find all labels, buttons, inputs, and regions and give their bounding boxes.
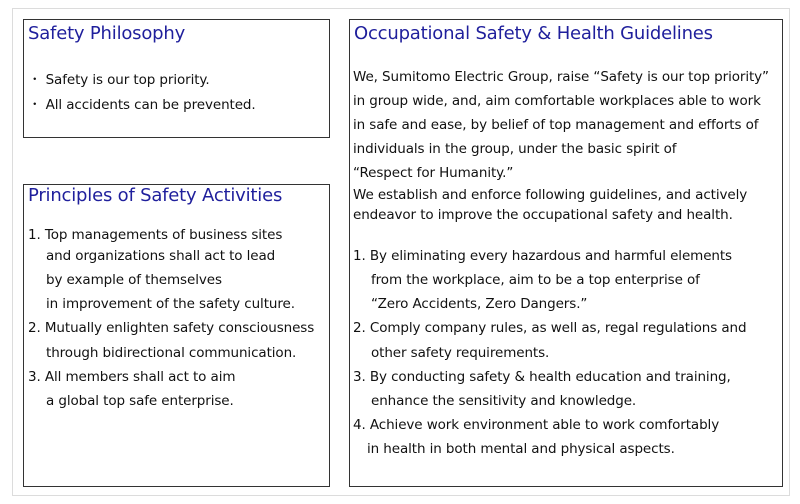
safety-principles-title: Principles of Safety Activities: [28, 185, 283, 206]
safety-philosophy-panel: [23, 19, 330, 138]
safety-philosophy-title: Safety Philosophy: [28, 23, 186, 44]
safety-guidelines-panel: [349, 19, 783, 487]
guidelines-intro-line: in safe and ease, by belief of top management and efforts of: [353, 117, 759, 133]
principle-line: 1. Top managements of business sites: [28, 227, 283, 243]
safety-principles-panel: [23, 184, 330, 487]
guidelines-intro-line: individuals in the group, under the basic spirit of: [353, 141, 677, 157]
principle-line: through bidirectional communication.: [46, 345, 297, 361]
principle-line: 3. All members shall act to aim: [28, 369, 236, 385]
guideline-item-line: “Zero Accidents, Zero Dangers.”: [371, 296, 588, 312]
principle-line: 2. Mutually enlighten safety consciousness: [28, 320, 315, 336]
philosophy-item: ・ Safety is our top priority.: [28, 72, 210, 88]
guidelines-intro-line: endeavor to improve the occupational safety and health.: [353, 207, 733, 223]
principle-line: in improvement of the safety culture.: [46, 296, 295, 312]
guideline-item-line: from the workplace, aim to be a top enterprise of: [371, 272, 700, 288]
guideline-item-line: enhance the sensitivity and knowledge.: [371, 393, 637, 409]
guidelines-intro-line: in group wide, and, aim comfortable workplaces able to work: [353, 93, 761, 109]
guideline-item-line: 4. Achieve work environment able to work comfortably: [353, 417, 720, 433]
guideline-item-line: 3. By conducting safety & health education and training,: [353, 369, 731, 385]
guideline-item-line: 2. Comply company rules, as well as, regal regulations and: [353, 320, 747, 336]
safety-guidelines-title: Occupational Safety & Health Guidelines: [354, 23, 713, 44]
guideline-item-line: other safety requirements.: [371, 345, 550, 361]
guidelines-intro-line: “Respect for Humanity.”: [353, 165, 514, 181]
principle-line: and organizations shall act to lead: [46, 248, 276, 264]
guideline-item-line: in health in both mental and physical aspects.: [367, 441, 675, 457]
principle-line: a global top safe enterprise.: [46, 393, 234, 409]
guidelines-intro-line: We, Sumitomo Electric Group, raise “Safety is our top priority”: [353, 69, 769, 85]
guidelines-intro-line: We establish and enforce following guidelines, and actively: [353, 187, 748, 203]
principle-line: by example of themselves: [46, 272, 222, 288]
guideline-item-line: 1. By eliminating every hazardous and harmful elements: [353, 248, 732, 264]
philosophy-item: ・ All accidents can be prevented.: [28, 97, 256, 113]
